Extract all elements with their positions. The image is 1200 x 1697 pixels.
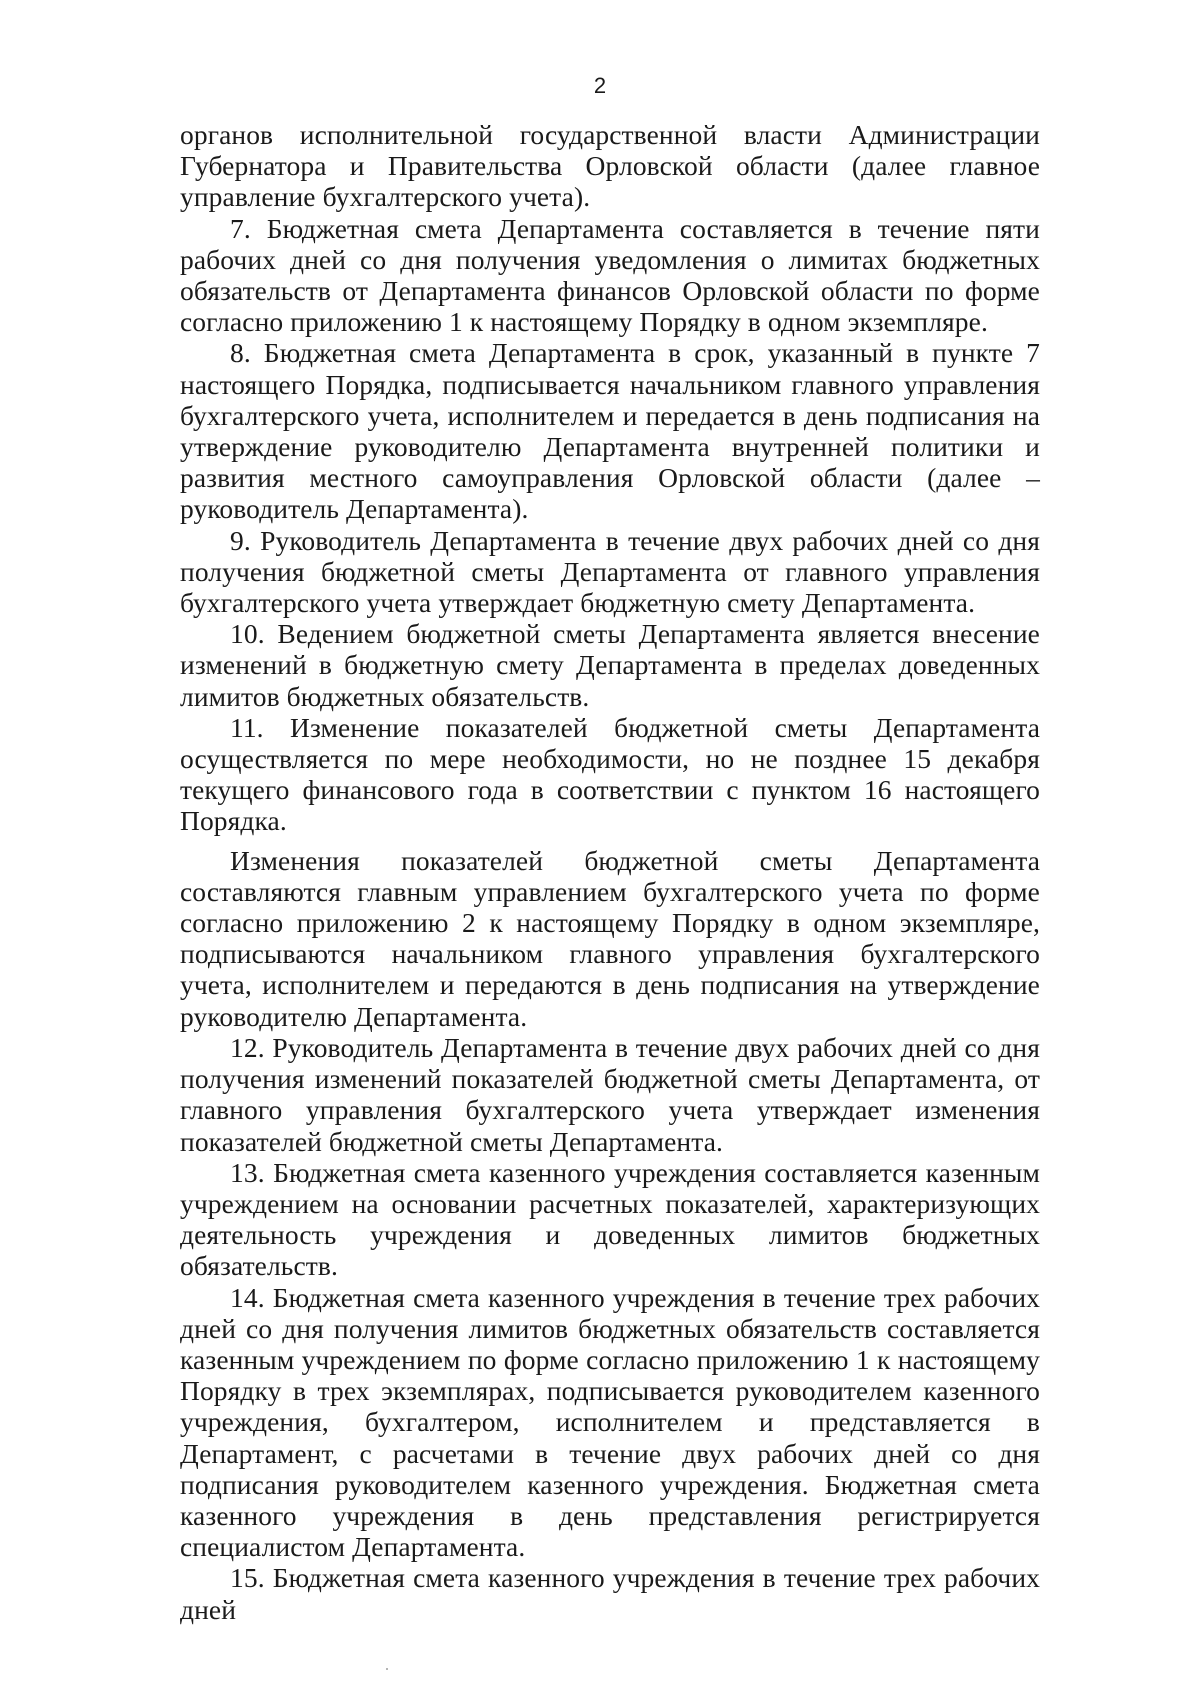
paragraph-continuation: органов исполнительной государственной власти Администрации Губернатора и Правительства Орловской области (далее главное управление бухгалтерского учета).	[180, 119, 1040, 213]
paragraph-item-9: 9. Руководитель Департамента в течение двух рабочих дней со дня получения бюджетной сметы Департамента от главного управления бухгалтерского учета утверждает бюджетную смету Департамента.	[180, 524, 1040, 619]
paragraph-item-13: 13. Бюджетная смета казенного учреждения составляется казенным учреждением на основании расчетных показателей, характеризующих деятельность учреждения и доведенных лимитов бюджетных обязательств.	[180, 1156, 1040, 1282]
paragraph-item-11: 11. Изменение показателей бюджетной сметы Департамента осуществляется по мере необходимости, но не позднее 15 декабря текущего финансового года в соответствии с пунктом 16 настоящего Порядка.	[180, 711, 1040, 837]
paragraph-item-8: 8. Бюджетная смета Департамента в срок, указанный в пункте 7 настоящего Порядка, подписывается начальником главного управления бухгалтерского учета, исполнителем и передается в день подписания на утверждение руководителю Департамента внутренней политики и развития местного самоуправления Орловской области (далее – руководитель Департамента).	[180, 337, 1040, 525]
paragraph-item-12: 12. Руководитель Департамента в течение двух рабочих дней со дня получения изменений показателей бюджетной сметы Департамента, от главного управления бухгалтерского учета утверждает изменения показателей бюджетной сметы Департамента.	[180, 1031, 1040, 1157]
scan-artifact	[386, 1668, 388, 1670]
paragraph-item-11-changes: Изменения показателей бюджетной сметы Департамента составляются главным управлением бухгалтерского учета по форме согласно приложению 2 к настоящему Порядку в одном экземпляре, подписываются начальником главного управления бухгалтерского учета, исполнителем и передаются в день подписания на утверждение руководителю Департамента.	[180, 844, 1040, 1032]
paragraph-item-10: 10. Ведением бюджетной сметы Департамента является внесение изменений в бюджетную смету Департамента в пределах доведенных лимитов бюджетных обязательств.	[180, 618, 1040, 712]
paragraph-item-15: 15. Бюджетная смета казенного учреждения в течение трех рабочих дней	[180, 1562, 1040, 1625]
paragraph-item-14: 14. Бюджетная смета казенного учреждения в течение трех рабочих дней со дня получения лимитов бюджетных обязательств составляется казенным учреждением по форме согласно приложению 1 к настоящему Порядку в трех экземплярах, подписывается руководителем казенного учреждения, бухгалтером, исполнителем и представляется в Департамент, с расчетами в течение двух рабочих дней со дня подписания руководителем казенного учреждения. Бюджетная смета казенного учреждения в день представления регистрируется специалистом Департамента.	[180, 1281, 1040, 1563]
document-body	[180, 119, 1040, 1625]
paragraph-item-7: 7. Бюджетная смета Департамента составляется в течение пяти рабочих дней со дня получения уведомления о лимитах бюджетных обязательств от Департамента финансов Орловской области по форме согласно приложению 1 к настоящему Порядку в одном экземпляре.	[180, 212, 1040, 338]
page-number: 2	[593, 73, 607, 98]
